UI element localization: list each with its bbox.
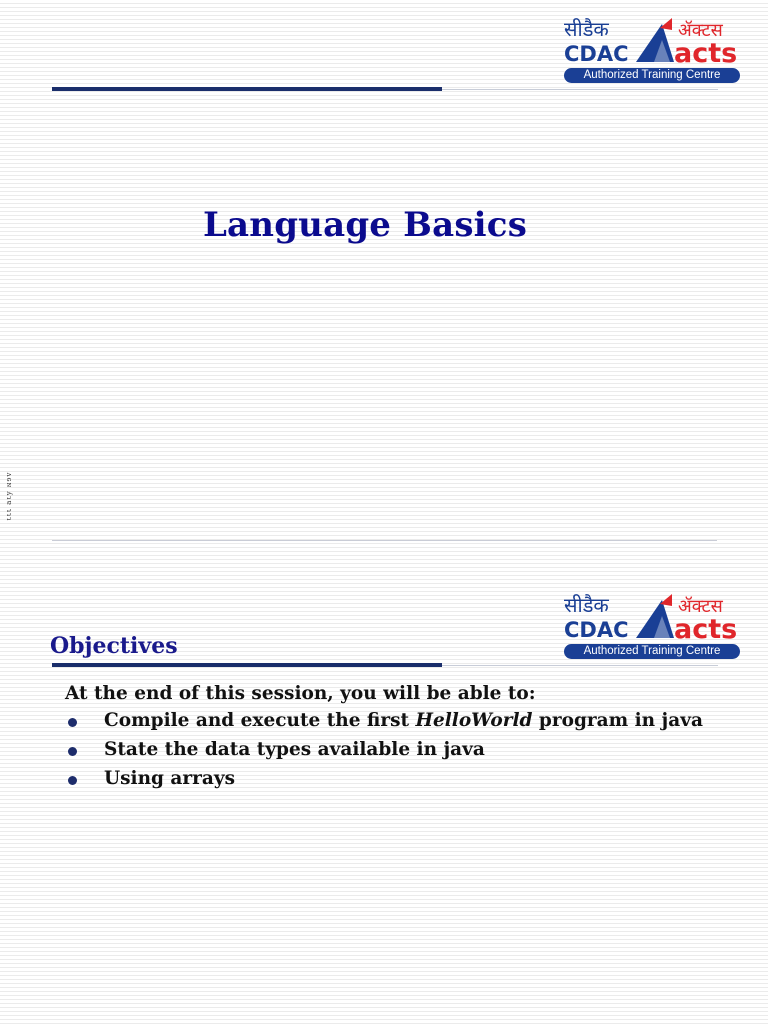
bullet-emphasis: HelloWorld xyxy=(415,710,533,731)
logo-red-mark-icon xyxy=(660,594,672,606)
logo-hindi-right: ॲक्टस xyxy=(678,596,723,617)
bullet-text-after: program in java xyxy=(532,710,703,731)
bullet-text-before: Using arrays xyxy=(104,768,236,789)
bullet-text-before: Compile and execute the first xyxy=(104,710,416,731)
list-item xyxy=(65,739,703,760)
logo-hindi-left: सीडैक xyxy=(564,593,609,617)
header-rule xyxy=(52,87,442,91)
logo-acts: acts xyxy=(674,38,738,68)
logo-triangle-icon xyxy=(636,24,674,62)
cdac-acts-logo xyxy=(562,592,742,660)
logo-band: Authorized Training Centre xyxy=(564,644,740,659)
bullet-icon xyxy=(68,747,77,756)
logo-triangle-icon xyxy=(636,600,674,638)
side-watermark-text: ᴧɢɴ ʎɿɐ ɿɿɿ xyxy=(5,472,13,522)
list-item xyxy=(65,710,703,731)
objectives-body xyxy=(65,683,703,797)
bullet-text-before: State the data types available in java xyxy=(104,739,485,760)
logo-hindi-right: ॲक्टस xyxy=(678,20,723,41)
logo-cdac: CDAC xyxy=(564,42,629,66)
logo-hindi-left: सीडैक xyxy=(564,17,609,41)
slide-bottom-rule xyxy=(52,540,717,541)
slide-heading: Objectives xyxy=(50,633,178,659)
logo-cdac: CDAC xyxy=(564,618,629,642)
logo-acts: acts xyxy=(674,614,738,644)
slide-title: Language Basics xyxy=(202,205,528,245)
logo-graphic xyxy=(562,592,742,644)
objectives-intro: At the end of this session, you will be able to: xyxy=(65,683,536,704)
logo-red-mark-icon xyxy=(660,18,672,30)
logo-graphic xyxy=(562,16,742,68)
logo-band: Authorized Training Centre xyxy=(564,68,740,83)
objectives-list xyxy=(65,710,703,789)
cdac-acts-logo xyxy=(562,16,742,84)
header-rule xyxy=(52,663,442,667)
bullet-icon xyxy=(68,718,77,727)
list-item xyxy=(65,768,703,789)
header-rule-thin xyxy=(442,665,718,666)
slide-2 xyxy=(0,575,768,1024)
header-rule-thin xyxy=(442,89,718,90)
bullet-icon xyxy=(68,776,77,785)
